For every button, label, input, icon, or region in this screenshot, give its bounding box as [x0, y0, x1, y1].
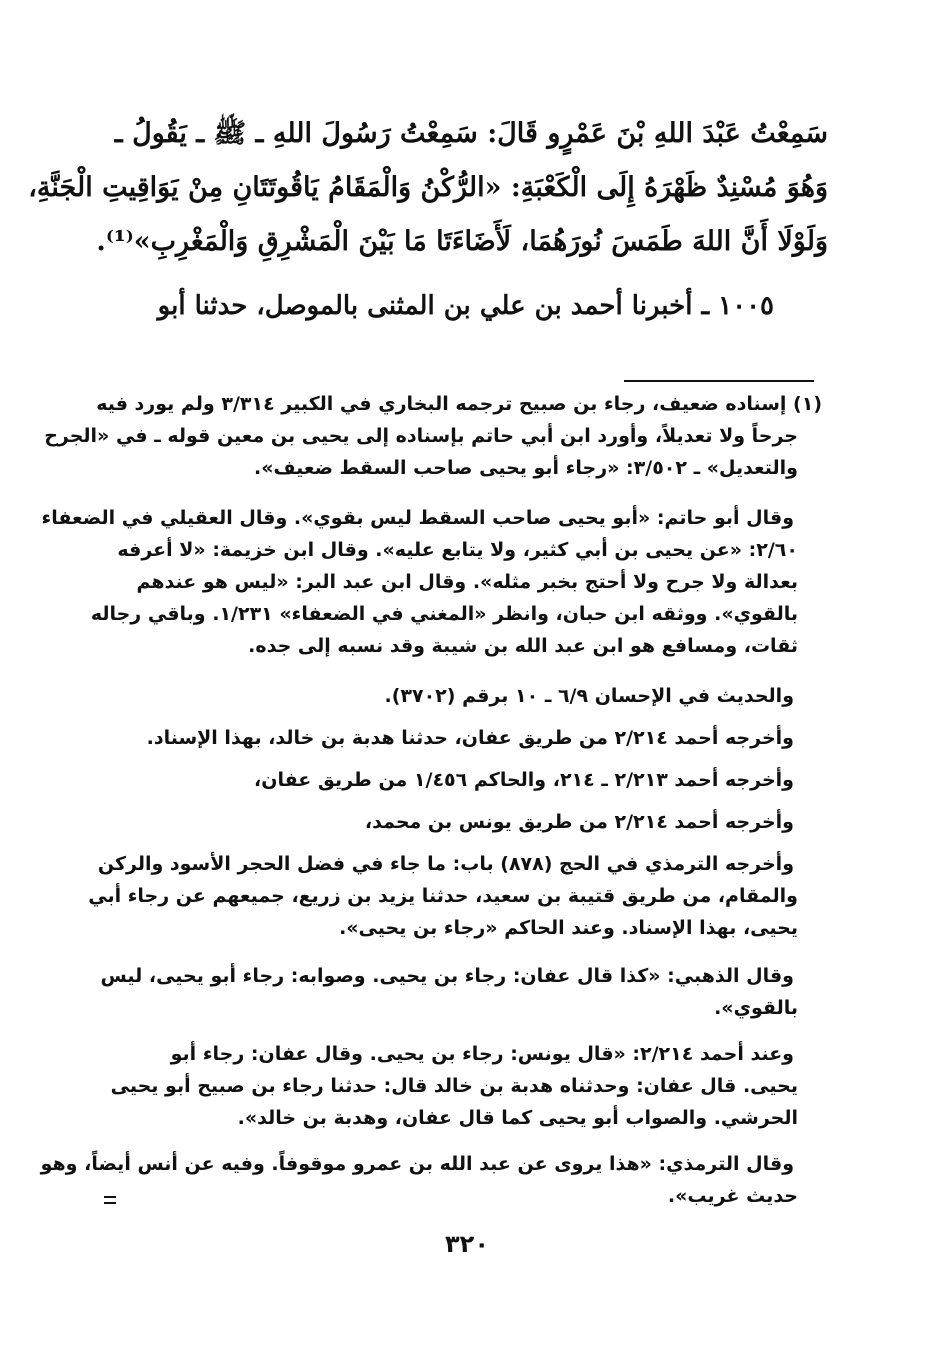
footnote-line: وأخرجه الترمذي في الحج (٨٧٨) باب: ما جاء في فضل الحجر الأسود والركن — [97, 853, 794, 875]
footnote-line: وأخرجه أحمد ٢/٢١٤ من طريق عفان، حدثنا هدبة بن خالد، بهذا الإسناد. — [146, 727, 794, 749]
footnote-line: يحيى، بهذا الإسناد. وعند الحاكم «رجاء بن يحيى». — [339, 917, 798, 939]
footnote-line: ٢/٦٠: «عن يحيى بن أبي كثير، ولا يتابع عليه». وقال ابن خزيمة: «لا أعرفه — [117, 539, 798, 561]
footnote-line: بعدالة ولا جرح ولا أحتج بخبر مثله». وقال ابن عبد البر: «ليس هو عندهم — [136, 571, 798, 593]
footnote-line: وقال الذهبي: «كذا قال عفان: رجاء بن يحيى. وصوابه: رجاء أبو يحيى، ليس — [100, 965, 794, 987]
footnote-line: ثقات، ومسافع هو ابن عبد الله بن شيبة وقد نسبه إلى جده. — [248, 635, 798, 657]
footnote-line: والحديث في الإحسان ٦/٩ ـ ١٠ برقم (٣٧٠٢). — [384, 685, 794, 707]
footnote-line: وأخرجه أحمد ٢/٢١٣ ـ ٢١٤، والحاكم ١/٤٥٦ من طريق عفان، — [254, 769, 794, 791]
footnote-line: الحرشي. والصواب أبو يحيى كما قال عفان، وهدبة بن خالد». — [237, 1107, 798, 1129]
footnote-line: جرحاً ولا تعديلاً، وأورد ابن أبي حاتم بإسناده إلى يحيى بن معين قوله ـ في «الجرح — [44, 425, 798, 447]
footnote-line: وقال أبو حاتم: «أبو يحيى صاحب السقط ليس بقوي». وقال العقيلي في الضعفاء — [41, 507, 794, 529]
footnote-line: وأخرجه أحمد ٢/٢١٤ من طريق يونس بن محمد، — [364, 811, 794, 833]
footnote-separator — [624, 380, 814, 382]
page-number: ٣٢٠ — [445, 1230, 489, 1258]
main-text-line-3: وَلَوْلَا أَنَّ اللهَ طَمَسَ نُورَهُمَا، لَأَضَاءَتَا مَا بَيْنَ الْمَشْرِقِ وَالْمَغْرِبِ»⁽¹⁾. — [96, 226, 828, 257]
footnote-line: والمقام، من طريق قتيبة بن سعيد، حدثنا يزيد بن زريع، جميعهم عن رجاء أبي — [88, 885, 798, 907]
hadith-1005-heading: ١٠٠٥ ـ أخبرنا أحمد بن علي بن المثنى بالموصل، حدثنا أبو — [157, 291, 774, 321]
footnote-line: بالقوي». ووثقه ابن حبان، وانظر «المغني في الضعفاء» ١/٢٣١. وباقي رجاله — [90, 603, 798, 625]
footnote-line: وعند أحمد ٢/٢١٤: «قال يونس: رجاء بن يحيى. وقال عفان: رجاء أبو — [170, 1043, 794, 1065]
footnote-end-mark — [104, 1196, 116, 1204]
main-text-line-2: وَهُوَ مُسْنِدٌ ظَهْرَهُ إِلَى الْكَعْبَةِ: «الرُّكْنُ وَالْمَقَامُ يَاقُوتَتَانِ مِنْ يَوَاقِيتِ الْجَنَّةِ، — [28, 172, 828, 203]
footnote-line: حديث غريب». — [667, 1185, 798, 1207]
footnote-line: (١) إسناده ضعيف، رجاء بن صبيح ترجمه البخاري في الكبير ٣/٣١٤ ولم يورد فيه — [96, 393, 822, 415]
footnote-line: والتعديل» ـ ٣/٥٠٢: «رجاء أبو يحيى صاحب السقط ضعيف». — [253, 457, 798, 479]
footnote-line: وقال الترمذي: «هذا يروى عن عبد الله بن عمرو موقوفاً. وفيه عن أنس أيضاً، وهو — [40, 1153, 794, 1175]
main-text-line-1: سَمِعْتُ عَبْدَ اللهِ بْنَ عَمْرٍو قَالَ: سَمِعْتُ رَسُولَ اللهِ ـ ﷺ ـ يَقُولُ ـ — [114, 118, 828, 149]
footnote-line: يحيى. قال عفان: وحدثناه هدبة بن خالد قال: حدثنا رجاء بن صبيح أبو يحيى — [110, 1075, 798, 1097]
footnote-line: بالقوي». — [714, 997, 798, 1019]
